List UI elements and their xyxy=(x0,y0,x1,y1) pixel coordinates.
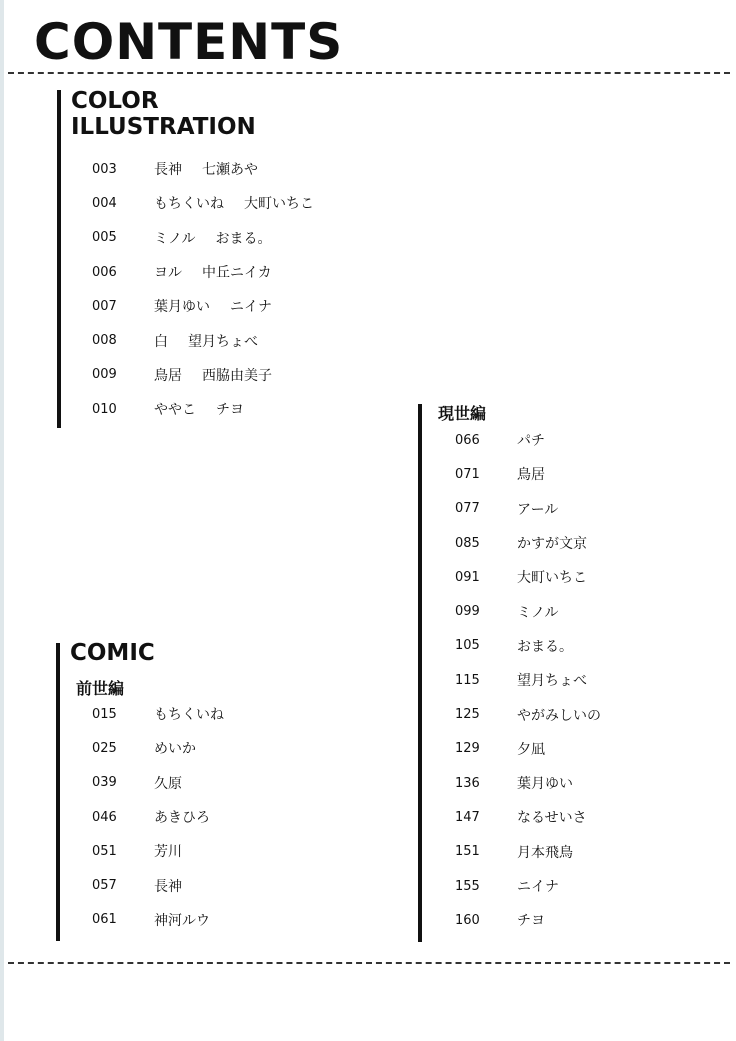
artist-name: ニイナ xyxy=(230,299,272,316)
zensei-heading: 前世編 xyxy=(76,679,125,698)
artist-name: ややこ xyxy=(154,402,196,419)
artist-name: ミノル xyxy=(517,604,559,621)
page-number: 061 xyxy=(92,912,117,928)
page-number: 004 xyxy=(92,195,117,211)
color-section-heading xyxy=(71,88,256,140)
list-item xyxy=(455,766,601,800)
artist-name: かすが文京 xyxy=(517,536,587,553)
list-item xyxy=(455,526,601,560)
page-number: 006 xyxy=(92,264,117,280)
page-number: 046 xyxy=(92,809,117,825)
artist-name: めいか xyxy=(154,741,196,758)
list-item xyxy=(455,492,601,526)
artist-name: 長神 xyxy=(154,162,182,179)
list-item xyxy=(455,697,601,731)
page-number: 091 xyxy=(455,569,480,585)
page-number: 151 xyxy=(455,844,480,860)
artist-name: 白 xyxy=(154,333,168,350)
color-heading-line2: ILLUSTRATION xyxy=(71,114,256,140)
artist-name: ミノル xyxy=(154,230,196,247)
artist-name: 望月ちょべ xyxy=(188,333,258,350)
list-item xyxy=(92,834,224,868)
page-number: 147 xyxy=(455,809,480,825)
list-item xyxy=(92,800,224,834)
zensei-entries-list xyxy=(92,697,224,937)
artist-name: アール xyxy=(517,501,559,518)
artist-name: 望月ちょべ xyxy=(517,673,587,690)
page-number: 008 xyxy=(92,333,117,349)
artist-name: 大町いちこ xyxy=(244,196,314,213)
gensei-entries-list xyxy=(455,423,601,937)
list-item xyxy=(455,732,601,766)
comic-section-heading: COMIC xyxy=(70,640,155,666)
list-item xyxy=(455,457,601,491)
page-number: 009 xyxy=(92,367,117,383)
page-number: 155 xyxy=(455,878,480,894)
artist-name: 夕凪 xyxy=(517,741,545,758)
page-number: 003 xyxy=(92,161,117,177)
color-heading-line1: COLOR xyxy=(71,88,159,114)
page-number: 039 xyxy=(92,775,117,791)
artist-name: 鳥居 xyxy=(517,467,545,484)
page-number: 125 xyxy=(455,707,480,723)
artist-name: 中丘ニイカ xyxy=(202,265,272,282)
artist-name: 神河ルウ xyxy=(154,912,210,929)
list-item xyxy=(92,152,314,186)
list-item xyxy=(455,594,601,628)
artist-name: ニイナ xyxy=(517,879,559,895)
list-item xyxy=(455,663,601,697)
top-dashed-divider xyxy=(8,72,730,74)
artist-name: 芳川 xyxy=(154,844,182,861)
list-item xyxy=(92,221,314,255)
list-item xyxy=(92,323,314,357)
list-item xyxy=(92,289,314,323)
gensei-section-bar xyxy=(418,404,422,942)
list-item xyxy=(92,766,224,800)
artist-name: なるせいさ xyxy=(517,810,587,827)
page-number: 129 xyxy=(455,741,480,757)
page-number: 085 xyxy=(455,535,480,551)
page-number: 051 xyxy=(92,843,117,859)
artist-name: チヨ xyxy=(517,913,545,930)
artist-name: 大町いちこ xyxy=(517,570,587,587)
list-item xyxy=(92,731,224,765)
list-item xyxy=(455,800,601,834)
artist-name: チヨ xyxy=(216,402,244,419)
page-title: CONTENTS xyxy=(34,13,344,71)
artist-name: あきひろ xyxy=(154,810,210,827)
page-number: 099 xyxy=(455,604,480,620)
artist-name: 久原 xyxy=(154,775,182,792)
artist-name: おまる。 xyxy=(215,230,272,247)
artist-name: 西脇由美子 xyxy=(202,367,272,384)
artist-name: 月本飛鳥 xyxy=(517,844,573,861)
gensei-heading: 現世編 xyxy=(438,404,487,423)
list-item xyxy=(92,697,224,731)
page-number: 105 xyxy=(455,638,480,654)
artist-name: おまる。 xyxy=(517,638,573,655)
list-item xyxy=(92,186,314,220)
artist-name: 長神 xyxy=(154,878,182,895)
page-number: 115 xyxy=(455,672,480,688)
list-item xyxy=(92,255,314,289)
list-item xyxy=(455,835,601,869)
page-number: 007 xyxy=(92,298,117,314)
artist-name: 葉月ゆい xyxy=(517,776,573,793)
list-item xyxy=(92,903,224,937)
page-number: 005 xyxy=(92,230,117,246)
list-item xyxy=(455,423,601,457)
page-number: 015 xyxy=(92,706,117,722)
page-number: 071 xyxy=(455,466,480,482)
artist-name: もちくいね xyxy=(154,196,224,213)
list-item xyxy=(92,392,314,426)
color-entries-list xyxy=(92,152,314,426)
artist-name: やがみしいの xyxy=(517,707,601,724)
list-item xyxy=(455,560,601,594)
artist-name: 七瀬あや xyxy=(202,162,258,179)
artist-name: 鳥居 xyxy=(154,367,182,384)
comic-section-bar xyxy=(56,643,60,941)
bottom-dashed-divider xyxy=(8,962,730,964)
artist-name: 葉月ゆい xyxy=(154,299,210,316)
artist-name: パチ xyxy=(517,433,545,450)
page-number: 066 xyxy=(455,432,480,448)
artist-name: もちくいね xyxy=(154,707,224,724)
list-item xyxy=(455,903,601,937)
list-item xyxy=(92,358,314,392)
color-section-bar xyxy=(57,90,61,428)
page-number: 136 xyxy=(455,775,480,791)
page-edge xyxy=(0,0,4,1041)
list-item xyxy=(455,869,601,903)
list-item xyxy=(455,629,601,663)
page-number: 025 xyxy=(92,740,117,756)
page-number: 077 xyxy=(455,501,480,517)
artist-name: ヨル xyxy=(154,265,182,282)
page-number: 010 xyxy=(92,401,117,417)
page-number: 160 xyxy=(455,912,480,928)
list-item xyxy=(92,868,224,902)
page-number: 057 xyxy=(92,878,117,894)
